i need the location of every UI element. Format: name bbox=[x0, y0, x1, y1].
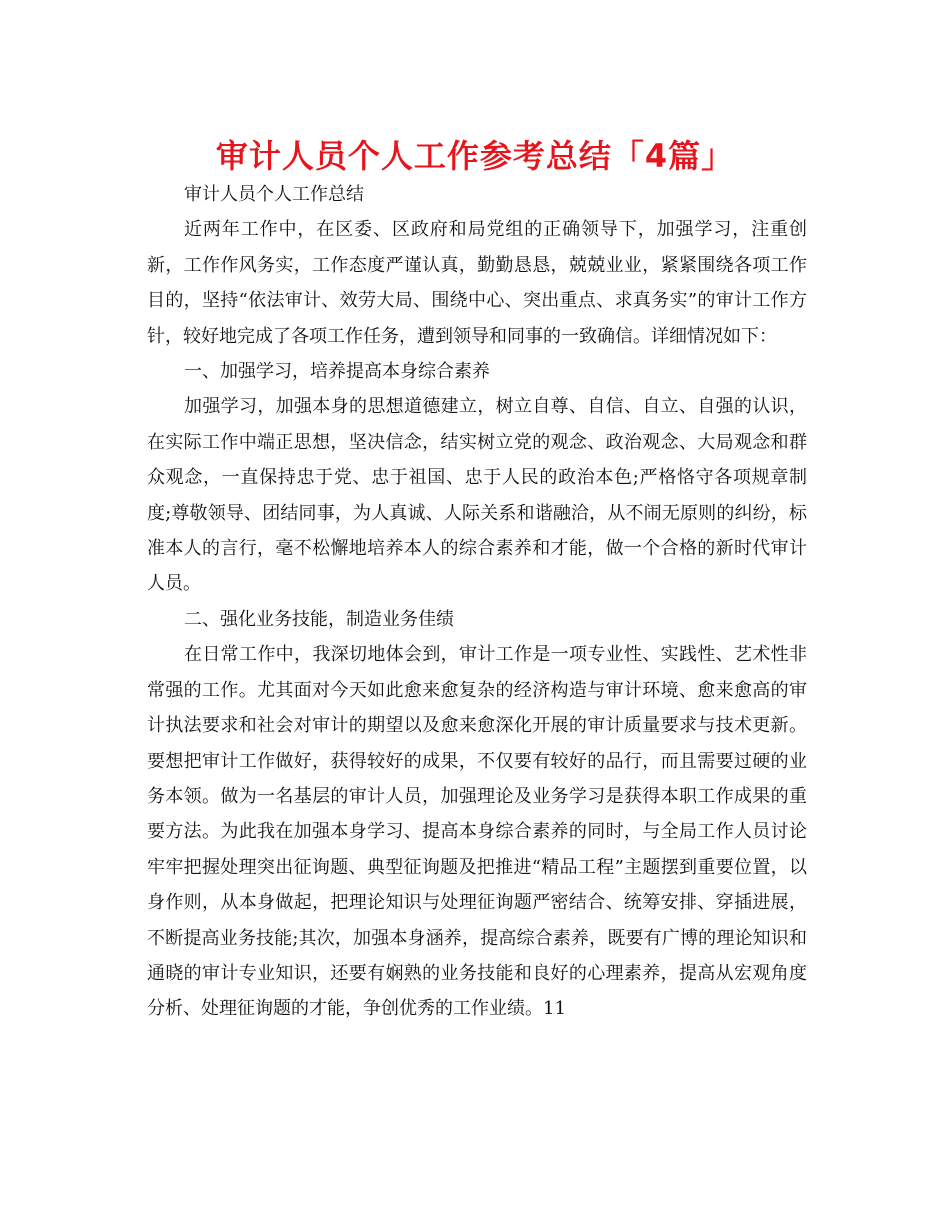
paragraph-section-1: 加强学习，加强本身的思想道德建立，树立自尊、自信、自立、自强的认识，在实际工作中端正思想，坚决信念，结实树立党的观念、政治观念、大局观念和群众观念，一直保持忠于党、忠于祖国、忠于人民的政治本色;严格恪守各项规章制度;尊敬领导、团结同事，为人真诚、人际关系和谐融洽，从不闹无原则的纠纷，标准本人的言行，毫不松懈地培养本人的综合素养和才能，做一个合格的新时代审计人员。 bbox=[147, 396, 807, 595]
paragraph-intro: 近两年工作中，在区委、区政府和局党组的正确领导下，加强学习，注重创新，工作作风务实，工作态度严谨认真，勤勤恳恳，兢兢业业，紧紧围绕各项工作目的，坚持“依法审计、效劳大局、围绕中心、突出重点、求真务实”的审计工作方针，较好地完成了各项工作任务，遭到领导和同事的一致确信。详细情况如下： bbox=[147, 219, 807, 347]
paragraph-section-2: 在日常工作中，我深切地体会到，审计工作是一项专业性、实践性、艺术性非常强的工作。尤其面对今天如此愈来愈复杂的经济构造与审计环境、愈来愈高的审计执法要求和社会对审计的期望以及愈来愈深化开展的审计质量要求与技术更新。要想把审计工作做好，获得较好的成果，不仅要有较好的品行，而且需要过硬的业务本领。做为一名基层的审计人员，加强理论及业务学习是获得本职工作成果的重要方法。为此我在加强本身学习、提高本身综合素养的同时，与全局工作人员讨论牢牢把握处理突出征询题、典型征询题及把推进“精品工程”主题摆到重要位置，以身作则，从本身做起，把理论知识与处理征询题严密结合、统筹安排、穿插进展，不断提高业务技能;其次，加强本身涵养，提高综合素养，既要有广博的理论知识和通晓的审计专业知识，还要有娴熟的业务技能和良好的心理素养，提高从宏观角度分析、处理征询题的才能，争创优秀的工作业绩。11 bbox=[147, 644, 807, 1020]
document-body bbox=[147, 177, 807, 1027]
document-title: 审计人员个人工作参考总结「4篇」 bbox=[215, 137, 735, 175]
section-heading-2: 二、强化业务技能，制造业务佳绩 bbox=[184, 608, 454, 630]
section-heading-1: 一、加强学习，培养提高本身综合素养 bbox=[184, 361, 490, 383]
paragraph-subtitle: 审计人员个人工作总结 bbox=[184, 184, 364, 205]
